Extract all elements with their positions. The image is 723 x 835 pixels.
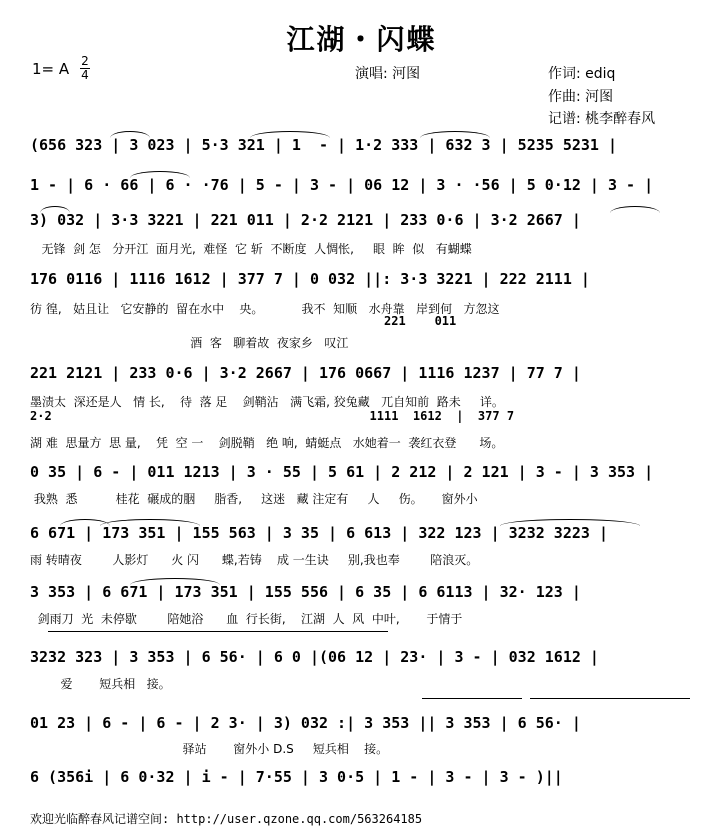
- slur-mark: [130, 171, 190, 178]
- slur-mark: [500, 519, 640, 526]
- volta-2-line: [422, 698, 522, 699]
- singer-credit: 演唱: 河图: [355, 66, 421, 82]
- slur-mark: [420, 131, 490, 138]
- volta-3-line: [530, 698, 690, 699]
- notation-line-11: 6 (356i | 6 0·32 | i - | 7·55 | 3 0·5 | 1 - | 3 - | 3 - )||: [30, 768, 563, 786]
- time-signature-top: 2: [81, 54, 89, 68]
- lyric-line-4a: 彷 徨, 姑且让 它安静的 留在水中 央。 我不 知顺 水舟靠 岸到何 方忽这: [30, 302, 500, 316]
- notation-line-4: 176 0116 | 1116 1612 | 377 7 | 0 032 ||: 3·3 3221 | 222 2111 |: [30, 270, 590, 288]
- notation-line-3: 3) 032 | 3·3 3221 | 221 011 | 2·2 2121 | 233 0·6 | 3·2 2667 |: [30, 211, 581, 229]
- lyric-line-3: 无锋 剑 怎 分开江 面月光, 难怪 它 斩 不断度 人惆怅, 眼 眸 似 有蝴蝶: [30, 242, 472, 256]
- lyric-line-4b: 221 011: [30, 314, 457, 328]
- lyric-line-5b: 2·2 1111 1612 | 377 7: [30, 409, 515, 423]
- lyric-line-5a: 墨渍太 深还是人 情 长, 待 落 足 剑鞘沾 满飞霜, 狡兔藏 兀自知前 路未 详。: [30, 395, 504, 409]
- lyric-line-10: 驿站 窗外小 D.S 短兵相 接。: [30, 742, 389, 756]
- time-signature-bottom: 4: [81, 68, 89, 82]
- notation-line-10: 01 23 | 6 - | 6 - | 2 3· | 3) 032 :| 3 353 || 3 353 | 6 56· |: [30, 714, 581, 732]
- composer-credit: 作曲: 河图: [548, 89, 614, 105]
- page-title: 江湖・闪蝶: [286, 23, 437, 56]
- slur-mark: [250, 131, 330, 138]
- lyric-line-6: 我熟 悉 桂花 碾成的胭 脂香, 这迷 藏 注定有 人 伤。 窗外小: [30, 492, 478, 506]
- notation-line-1: (656 323 | 3 023 | 5·3 321 | 1 - | 1·2 333 | 632 3 | 5235 5231 |: [30, 136, 617, 154]
- slur-mark: [130, 578, 220, 585]
- transcriber-credit: 记谱: 桃李醉春风: [548, 111, 656, 127]
- notation-line-2: 1 - | 6 · 66 | 6 · ·76 | 5 - | 3 - | 06 12 | 3 · ·56 | 5 0·12 | 3 - |: [30, 176, 654, 194]
- notation-line-5: 221 2121 | 233 0·6 | 3·2 2667 | 176 0667 | 1116 1237 | 77 7 |: [30, 364, 581, 382]
- lyric-line-7: 雨 转晴夜 人影灯 火 闪 蝶,若铸 成 一生诀 别,我也奉 陪浪灭。: [30, 553, 479, 567]
- slur-mark: [100, 519, 200, 526]
- footer-credit: 欢迎光临醉春风记谱空间: http://user.qzone.qq.com/563264185: [30, 812, 423, 826]
- notation-line-6: 0 35 | 6 - | 011 1213 | 3 · 55 | 5 61 | 2 212 | 2 121 | 3 - | 3 353 |: [30, 463, 654, 481]
- lyric-line-5c: 湖 难 思量方 思 量, 凭 空 一 剑脱鞘 绝 响, 蜻蜓点 水她着一 袭红衣登 场。: [30, 436, 504, 450]
- time-signature: [80, 56, 90, 81]
- lyric-line-9: 爱 短兵相 接。: [30, 677, 171, 691]
- slur-mark: [110, 131, 150, 138]
- slur-mark: [610, 206, 660, 213]
- lyric-line-4c: 酒 客 聊着故 夜家乡 叹江: [30, 336, 349, 350]
- notation-line-8: 3 353 | 6 671 | 173 351 | 155 556 | 6 35 | 6 6113 | 32· 123 |: [30, 583, 581, 601]
- lyricist-credit: 作词: ediq: [548, 66, 616, 82]
- notation-line-7: 6 671 | 173 351 | 155 563 | 3 35 | 6 613 | 322 123 | 3232 3223 |: [30, 524, 608, 542]
- key-signature: 1= A: [32, 60, 70, 78]
- slur-mark: [40, 206, 70, 213]
- volta-1-line: [48, 631, 388, 632]
- notation-line-9: 3232 323 | 3 353 | 6 56· | 6 0 |(06 12 | 23· | 3 - | 032 1612 |: [30, 648, 599, 666]
- lyric-line-8: 剑雨刀 光 未停歇 陪她浴 血 行长街, 江湖 人 风 中叶, 于情于: [30, 612, 463, 626]
